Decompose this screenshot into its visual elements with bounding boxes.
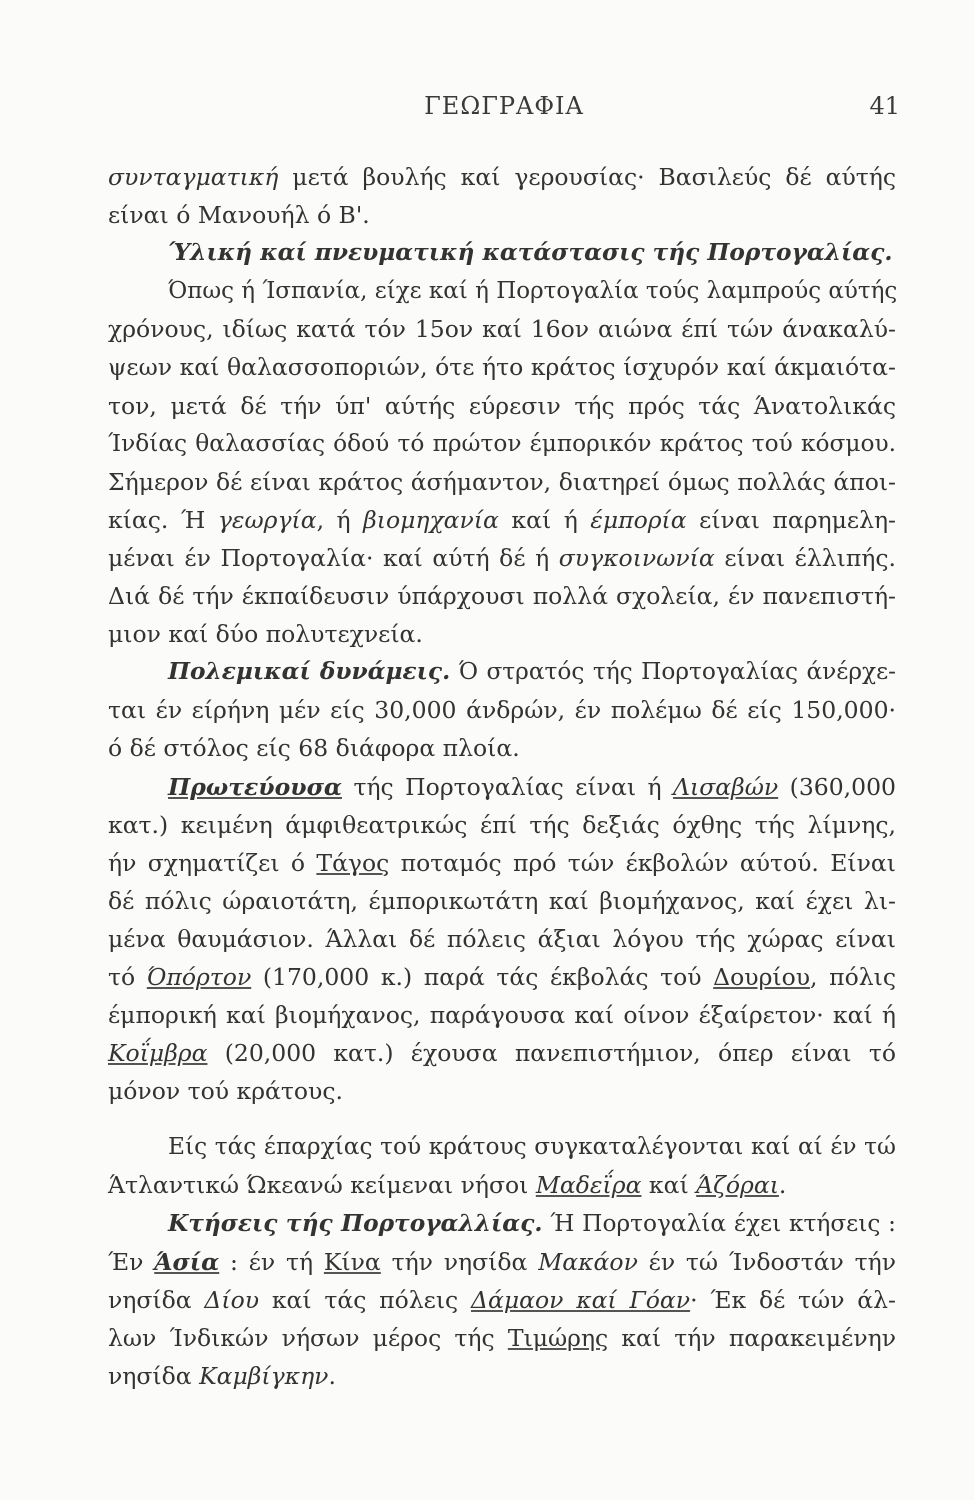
place-name: Μακάον (538, 1247, 638, 1276)
place-name: Δίου (204, 1285, 260, 1314)
text-line: ήν σχηματίζει ό Τάγος ποταμός πρό τών έκβολών αύτού. Είναι (108, 848, 896, 877)
text-line: Ίνδίας θαλασσίας όδού τό πρώτον έμπορικόν κράτος τού κόσμου. (108, 429, 896, 457)
text-line: Άτλαντικώ Ώκεανώ κείμεναι νήσοι Μαδεΐρα καί Άζόραι. (108, 1171, 787, 1200)
text-line: ψεων καί θαλασσοποριών, ότε ήτο κράτος ίσχυρόν καί άκμαιότα- (108, 353, 896, 382)
place-name: Καμβίγκην (199, 1361, 329, 1390)
section-heading: Πολεμικαί δυνάμεις. (168, 658, 451, 686)
paragraph-gap (108, 1110, 896, 1128)
emphasis: έμπορία (590, 505, 687, 534)
text-line: δέ πόλις ώραιοτάτη, έμπορικωτάτη καί βιομήχανος, καί έχει λι- (108, 886, 896, 915)
emphasis: βιομηχανία (363, 505, 499, 534)
text-line: κίας. Ή γεωργία, ή βιομηχανία καί ή έμπορία είναι παρημελη- (108, 505, 896, 534)
text-line: ται έν είρήνη μέν είς 30,000 άνδρών, έν πολέμω δέ είς 150,000· (108, 696, 896, 725)
emphasis: συγκοινωνία (558, 543, 715, 572)
text-line: χρόνους, ιδίως κατά τόν 15ον καί 16ον αιώνα έπί τών άνακαλύ- (108, 315, 896, 344)
place-name: Όπόρτον (146, 962, 252, 991)
body-text (108, 158, 896, 1395)
text-line: είναι ό Μανουήλ ό Β'. (108, 201, 370, 230)
place-name: Δουρίου (713, 962, 811, 991)
place-name: Λισαβών (673, 772, 779, 801)
running-head (108, 92, 900, 128)
text-line: Διά δέ τήν έκπαίδευσιν ύπάρχουσι πολλά σχολεία, έν πανεπιστή- (108, 582, 896, 611)
text-line: Κοΐμβρα (20,000 κατ.) έχουσα πανεπιστήμιον, όπερ είναι τό (108, 1039, 896, 1068)
section-heading: Ύλική καί πνευματική κατάστασις τής Πορτογαλίας. (168, 239, 893, 267)
text-line: έμπορική καί βιομήχανος, παράγουσα καί οίνον έξαίρετον· καί ή (108, 1001, 896, 1030)
text-line: νησίδα Δίου καί τάς πόλεις Δάμαον καί Γόαν· Έκ δέ τών άλ- (108, 1285, 896, 1314)
text-line: συνταγματική μετά βουλής καί γερουσίας· Βασιλεύς δέ αύτής (108, 163, 896, 191)
place-name: Τάγος (316, 848, 390, 877)
place-name: Κοΐμβρα (108, 1039, 208, 1068)
text-line: μένα θαυμάσιον. Άλλαι δέ πόλεις άξιαι λόγου τής χώρας είναι (108, 924, 896, 953)
text-line: Σήμερον δέ είναι κράτος άσήμαντον, διατηρεί όμως πολλάς άποι- (108, 467, 896, 496)
emphasis: γεωργία (217, 505, 317, 534)
page-number: 41 (869, 92, 900, 120)
text-line: Πρωτεύουσα τής Πορτογαλίας είναι ή Λισαβών (360,000 (168, 772, 896, 801)
place-name: Άζόραι (696, 1171, 779, 1200)
running-title: ΓΕΩΓΡΑΦΙΑ (424, 92, 584, 120)
text-line: Πολεμικαί δυνάμεις. Ό στρατός τής Πορτογαλίας άνέρχε- (168, 658, 896, 686)
text-line: ό δέ στόλος είς 68 διάφορα πλοία. (108, 734, 520, 763)
place-name: Τιμώρης (507, 1323, 609, 1352)
text-line: τό Όπόρτον (170,000 κ.) παρά τάς έκβολάς τού Δουρίου, πόλις (108, 962, 896, 991)
text-line: τον, μετά δέ τήν ύπ' αύτής εύρεσιν τής πρός τάς Άνατολικάς (108, 391, 896, 420)
text-line: Κτήσεις τής Πορτογαλλίας. Ή Πορτογαλία έχει κτήσεις : (168, 1209, 896, 1237)
text-line: Έν Άσία : έν τή Κίνα τήν νησίδα Μακάον έν τώ Ίνδοστάν τήν (108, 1247, 897, 1276)
section-heading: Κτήσεις τής Πορτογαλλίας. (168, 1209, 543, 1237)
text-line: λων Ίνδικών νήσων μέρος τής Τιμώρης καί τήν παρακειμένην (108, 1323, 896, 1352)
section-heading: Πρωτεύουσα (168, 772, 343, 801)
place-name: Μαδεΐρα (535, 1171, 642, 1200)
text-line: Είς τάς έπαρχίας τού κράτους συγκαταλέγονται καί αί έν τώ (168, 1133, 896, 1161)
emphasis: συνταγματική (108, 163, 279, 191)
place-name: Κίνα (323, 1247, 381, 1276)
text-line: νησίδα Καμβίγκην. (108, 1361, 336, 1390)
text-line: Όπως ή Ίσπανία, είχε καί ή Πορτογαλία τούς λαμπρούς αύτής (168, 278, 898, 305)
text-line: μόνον τού κράτους. (108, 1077, 343, 1106)
text-line: μιον καί δύο πολυτεχνεία. (108, 620, 423, 649)
text-line: μέναι έν Πορτογαλία· καί αύτή δέ ή συγκοινωνία είναι έλλιπής. (108, 543, 896, 572)
place-name: Άσία (154, 1247, 220, 1276)
text-line: κατ.) κειμένη άμφιθεατρικώς έπί τής δεξιάς όχθης τής λίμνης, (108, 810, 896, 839)
place-name: Δάμαον καί Γόαν (471, 1285, 691, 1314)
